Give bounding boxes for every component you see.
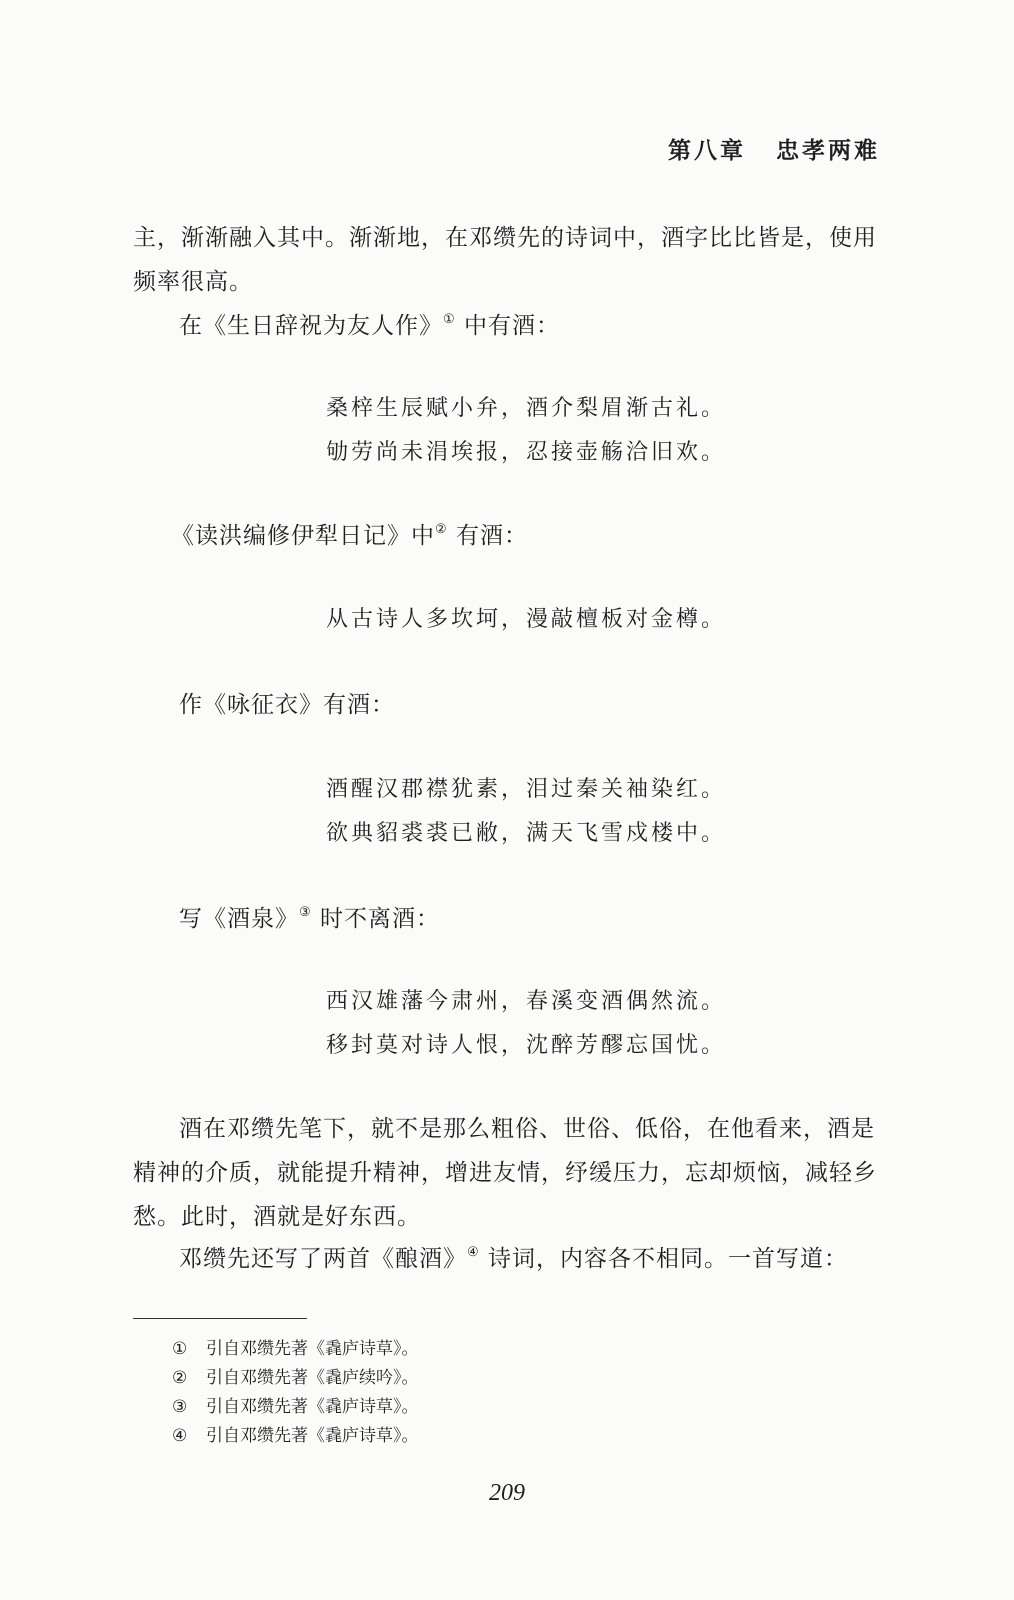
footnote-number: ② bbox=[172, 1368, 188, 1388]
footnote-divider bbox=[133, 1318, 307, 1319]
footnote-text: 引自邓缵先著《毳庐诗草》。 bbox=[206, 1426, 419, 1446]
paragraph-5 bbox=[133, 897, 885, 941]
text-line: 酒在邓缵先笔下，就不是那么粗俗、世俗、低俗，在他看来，酒是 bbox=[179, 1116, 875, 1142]
verse-line: 欲典貂裘裘已敝，满天飞雪戍楼中。 bbox=[326, 821, 727, 846]
text-span: 《读洪编修伊犁日记》中 bbox=[171, 523, 435, 549]
footnote-ref: ② bbox=[435, 522, 448, 537]
text-span: 诗词，内容各不相同。一首写道： bbox=[479, 1246, 848, 1272]
paragraph-1 bbox=[133, 216, 885, 304]
footnote-item bbox=[172, 1364, 419, 1393]
footnote-ref: ④ bbox=[467, 1245, 480, 1260]
verse-line: 劬劳尚未涓埃报，忍接壶觞洽旧欢。 bbox=[326, 440, 727, 465]
paragraph-2 bbox=[133, 304, 885, 348]
verse-line: 移封莫对诗人恨，沈醉芳醪忘国忧。 bbox=[326, 1033, 727, 1058]
paragraph-7 bbox=[133, 1237, 885, 1281]
footnote-ref: ① bbox=[443, 312, 456, 327]
verse-block-2 bbox=[326, 598, 726, 642]
verse-block-3 bbox=[326, 768, 726, 856]
footnote-item bbox=[172, 1393, 419, 1422]
paragraph-4 bbox=[133, 683, 885, 727]
verse-line: 桑梓生辰赋小弁，酒介梨眉渐古礼。 bbox=[326, 396, 727, 421]
verse-line: 酒醒汉郡襟犹素，泪过秦关袖染红。 bbox=[326, 777, 727, 802]
text-line: 精神的介质，就能提升精神，增进友情，纾缓压力，忘却烦恼，减轻乡 bbox=[133, 1160, 877, 1186]
footnote-number: ① bbox=[172, 1339, 188, 1359]
verse-block-4 bbox=[326, 980, 726, 1068]
footnote-text: 引自邓缵先著《毳庐续吟》。 bbox=[206, 1368, 419, 1388]
text-line: 作《咏征衣》有酒： bbox=[179, 692, 395, 718]
footnotes bbox=[172, 1335, 419, 1451]
verse-block-1 bbox=[326, 387, 726, 475]
running-header bbox=[668, 132, 880, 165]
text-span: 时不离酒： bbox=[311, 906, 440, 932]
footnote-number: ③ bbox=[172, 1397, 188, 1417]
text-span: 中有酒： bbox=[455, 313, 560, 339]
paragraph-3 bbox=[133, 514, 885, 558]
footnote-text: 引自邓缵先著《毳庐诗草》。 bbox=[206, 1397, 419, 1417]
page-number: 209 bbox=[489, 1480, 525, 1506]
text-span: 在《生日辞祝为友人作》 bbox=[179, 313, 443, 339]
text-span: 写《酒泉》 bbox=[179, 906, 299, 932]
footnote-item bbox=[172, 1422, 419, 1451]
text-line: 愁。此时，酒就是好东西。 bbox=[133, 1204, 421, 1230]
footnote-number: ④ bbox=[172, 1426, 188, 1446]
text-line: 主，渐渐融入其中。渐渐地，在邓缵先的诗词中，酒字比比皆是，使用 bbox=[133, 225, 877, 251]
verse-line: 西汉雄藩今肃州，春溪变酒偶然流。 bbox=[326, 989, 727, 1014]
verse-line: 从古诗人多坎坷，漫敲檀板对金樽。 bbox=[326, 607, 727, 632]
paragraph-6 bbox=[133, 1107, 885, 1239]
footnote-ref: ③ bbox=[299, 905, 312, 920]
footnote-text: 引自邓缵先著《毳庐诗草》。 bbox=[206, 1339, 419, 1359]
chapter-label: 第八章 bbox=[668, 137, 746, 164]
chapter-title: 忠孝两难 bbox=[776, 137, 880, 164]
text-span: 邓缵先还写了两首《酿酒》 bbox=[179, 1246, 467, 1272]
text-line: 频率很高。 bbox=[133, 269, 253, 295]
text-span: 有酒： bbox=[447, 523, 528, 549]
footnote-item bbox=[172, 1335, 419, 1364]
